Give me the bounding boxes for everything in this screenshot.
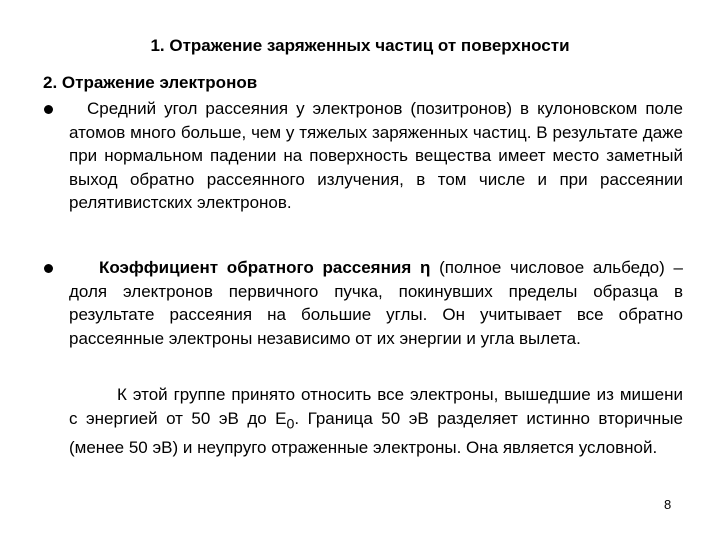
page-number: 8 <box>664 497 672 512</box>
energy-subscript: 0 <box>286 415 295 432</box>
bullet-item-1 <box>43 97 683 215</box>
slide-title: 1. Отражение заряженных частиц от поверхности <box>150 36 570 55</box>
paragraph <box>69 383 683 460</box>
eta-symbol: η <box>419 258 431 277</box>
paragraph-text-after: . Граница 50 эВ разделяет истинно вторичные (менее 50 эВ) и неупруго отраженные электроны. Она является условной. <box>69 408 683 458</box>
paragraph-text-before: К этой группе принято относить все электроны, вышедшие из мишени с энергией от 50 эВ до Е <box>69 385 683 428</box>
term-backscatter-coefficient: Коэффициент обратного рассеяния <box>99 258 412 277</box>
bullet-text-2 <box>69 256 683 350</box>
section-heading: 2. Отражение электронов <box>43 73 258 92</box>
bullet-item-2 <box>43 256 683 350</box>
bullet-text-1: Средний угол рассеяния у электронов (позитронов) в кулоновском поле атомов много больше, чем у тяжелых заряженных частиц. В результате даже при нормальном падении на поверхность вещества имеет место заметный выход обратно рассеянного излучения, в том числе и при рассеянии релятивистских электронов. <box>69 99 683 212</box>
bullet-text-2-body: (полное числовое альбедо) – доля электронов первичного пучка, покинувших пределы образца в результате рассеяния на большие углы. Он учитывает все обратно рассеянные электроны независимо от их энергии и угла вылета. <box>69 258 683 348</box>
